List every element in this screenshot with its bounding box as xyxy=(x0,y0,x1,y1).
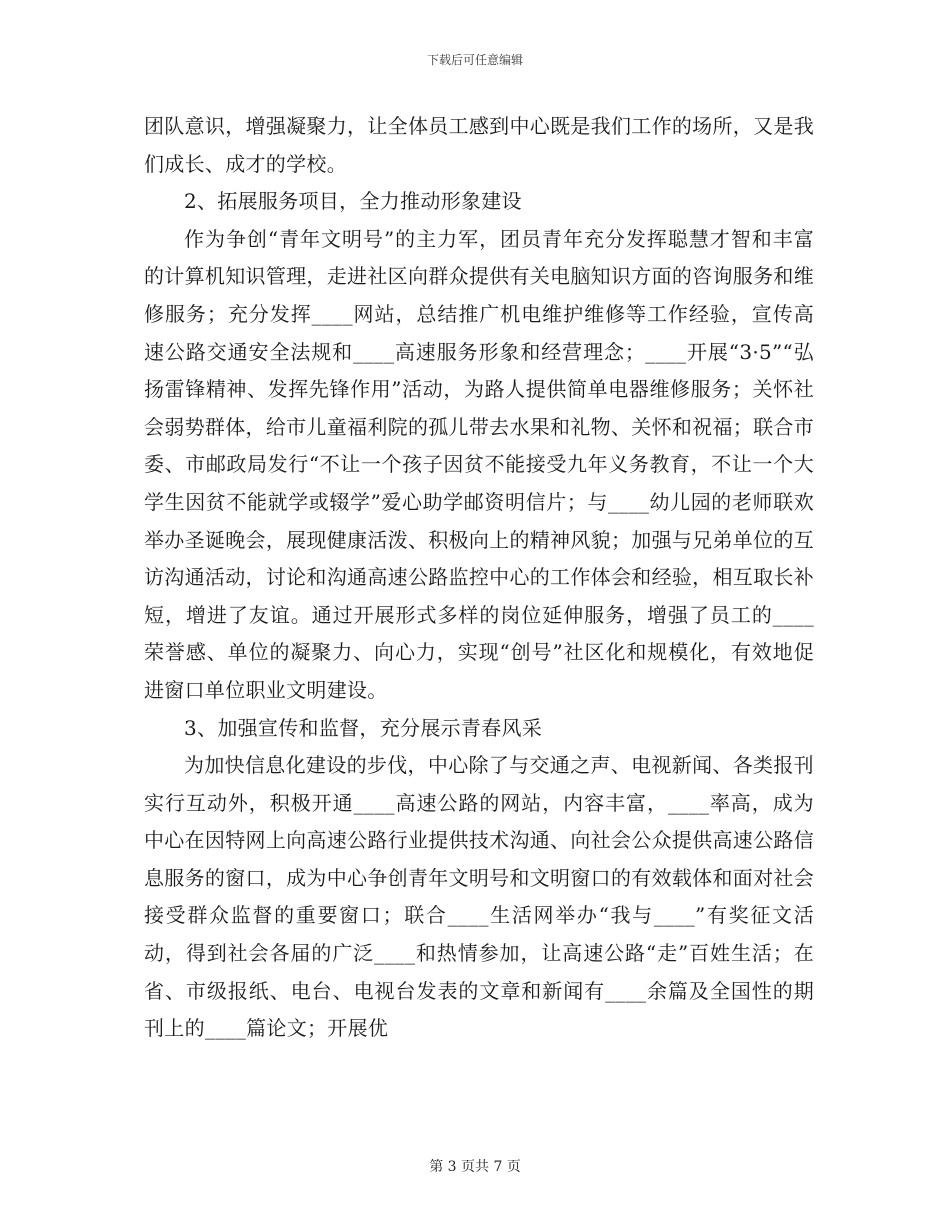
section-heading-3: 3、加强宣传和监督，充分展示青春风采 xyxy=(184,715,543,740)
page-number: 第 3 页共 7 页 xyxy=(429,1159,521,1175)
paragraph-service-projects: 作为争创“青年文明号”的主力军，团员青年充分发挥聪慧才智和丰富的计算机知识管理，走进社区向群众提供有关电脑知识方面的咨询服务和维修服务；充分发挥____网站，总结推广机电维护维修等工作经验，宣传高速公路交通安全法规和____高速服务形象和经营理念；____开展“3·5”“弘扬雷锋精神、发挥先锋作用”活动，为路人提供简单电器维修服务；关怀社会弱势群体，给市儿童福利院的孤儿带去水果和礼物、关怀和祝福；联合市委、市邮政局发行“不让一个孩子因贫不能接受九年义务教育，不让一个大学生因贫不能就学或辍学”爱心助学邮资明信片；与____幼儿园的老师联欢举办圣诞晚会，展现健康活泼、积极向上的精神风貌；加强与兄弟单位的互访沟通活动，讨论和沟通高速公路监控中心的工作体会和经验，相互取长补短，增进了友谊。通过开展形式多样的岗位延伸服务，增强了员工的____荣誉感、单位的凝聚力、向心力，实现“创号”社区化和规模化，有效地促进窗口单位职业文明建设。 xyxy=(144,226,814,702)
section-heading-2: 2、拓展服务项目，全力推动形象建设 xyxy=(184,189,522,214)
document-body xyxy=(144,108,814,1048)
page-header: 下载后可任意编辑 xyxy=(426,53,523,67)
paragraph-team-spirit: 团队意识，增强凝聚力，让全体员工感到中心既是我们工作的场所，又是我们成长、成才的学校。 xyxy=(144,114,814,176)
paragraph-publicity: 为加快信息化建设的步伐，中心除了与交通之声、电视新闻、各类报刊实行互动外，积极开通____高速公路的网站，内容丰富，____率高，成为中心在因特网上向高速公路行业提供技术沟通、向社会公众提供高速公路信息服务的窗口，成为中心争创青年文明号和文明窗口的有效载体和面对社会接受群众监督的重要窗口；联合____生活网举办“我与____”有奖征文活动，得到社会各届的广泛____和热情参加，让高速公路“走”百姓生活；在省、市级报纸、电台、电视台发表的文章和新闻有____余篇及全国性的期刊上的____篇论文；开展优 xyxy=(144,753,814,1041)
